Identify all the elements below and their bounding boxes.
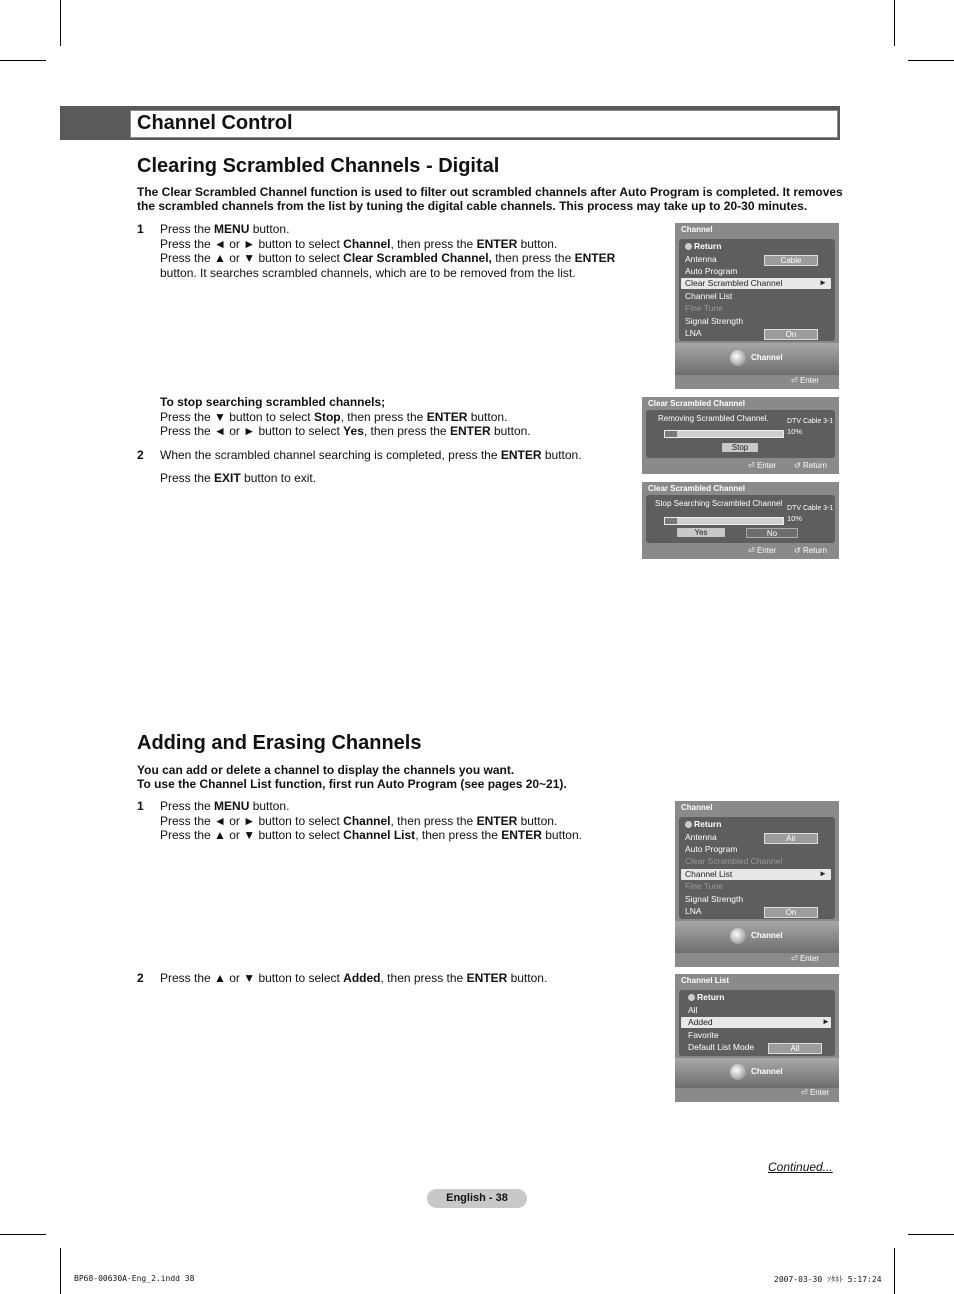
osd-title: Clear Scrambled Channel (648, 399, 745, 408)
crop-mark (60, 0, 61, 46)
lna-value: On (764, 329, 818, 340)
yes-button[interactable]: Yes (677, 528, 725, 537)
crop-mark (0, 1234, 46, 1235)
continued-note: Continued... (768, 1160, 833, 1174)
enter-hint: ⏎ Enter (801, 1088, 830, 1097)
return-icon: ↺ (794, 461, 803, 470)
osd-stop-dialog (642, 482, 839, 559)
osd-item-clear-scrambled: Clear Scrambled Channel (685, 856, 783, 866)
return-hint: ↺ Return (794, 546, 827, 555)
osd-removing-dialog (642, 397, 839, 474)
enter-icon: ⏎ (801, 1088, 810, 1097)
arrow-right-icon: ► (819, 278, 827, 287)
page-title: Channel Control (137, 112, 293, 134)
osd-title: Channel (681, 225, 713, 234)
list-mode-value: All (768, 1043, 822, 1054)
crop-mark (894, 0, 895, 46)
osd-item-lna[interactable]: LNA (685, 328, 702, 338)
enter-icon: ⏎ (791, 376, 800, 385)
osd-item-auto-program[interactable]: Auto Program (685, 266, 738, 276)
enter-hint: ⏎ Enter (748, 546, 777, 555)
osd-item-auto-program[interactable]: Auto Program (685, 844, 738, 854)
osd-return-item[interactable]: Return (685, 819, 721, 829)
satellite-icon (730, 1064, 746, 1080)
lna-value: On (764, 907, 818, 918)
osd-channel-name: DTV Cable 3-1 (787, 418, 834, 425)
osd-item-antenna[interactable]: Antenna (685, 832, 717, 842)
enter-icon: ⏎ (748, 546, 757, 555)
osd-title: Clear Scrambled Channel (648, 484, 745, 493)
osd-item-fine-tune: Fine Tune (685, 881, 723, 891)
osd-return-item[interactable]: Return (685, 241, 721, 251)
osd-title: Channel (681, 803, 713, 812)
enter-hint: ⏎ Enter (748, 461, 777, 470)
stop-button[interactable]: Stop (722, 443, 758, 452)
step-number: 2 (137, 971, 144, 985)
section-intro (137, 185, 843, 213)
osd-channel-list-menu (675, 974, 839, 1102)
osd-message: Stop Searching Scrambled Channel (655, 499, 783, 508)
osd-footer-label: Channel (751, 1067, 783, 1076)
intro-line: You can add or delete a channel to display the channels you want. (137, 763, 515, 777)
step-text: Press the MENU button. Press the ◄ or ► button to select Channel, then press the ENTER button. Press the ▲ or ▼ button to select Clear Scrambled Channel, then press the ENTER button. It searches scrambled channels, which are to be removed from the list. (160, 222, 616, 280)
osd-footer-label: Channel (751, 931, 783, 940)
osd-percent: 10% (787, 427, 803, 436)
step-number: 1 (137, 799, 144, 813)
step-text: When the scrambled channel searching is completed, press the ENTER button. Press the EXIT button to exit. (160, 448, 582, 485)
osd-percent: 10% (787, 514, 803, 523)
page-number: English - 38 (427, 1189, 527, 1208)
date-slug: 2007-03-30 ｿﾀﾈﾄ 5:17:24 (774, 1275, 882, 1284)
satellite-icon (730, 350, 746, 366)
osd-message: Removing Scrambled Channel. (658, 414, 769, 423)
step-number: 1 (137, 222, 144, 236)
file-slug: BP68-00630A-Eng_2.indd 38 (74, 1274, 195, 1283)
section-title-adding: Adding and Erasing Channels (137, 732, 422, 754)
return-icon: ↺ (794, 546, 803, 555)
step-number: 2 (137, 448, 144, 462)
return-icon (688, 994, 695, 1001)
osd-title: Channel List (681, 976, 730, 985)
progress-bar (664, 517, 784, 525)
antenna-value: Cable (764, 255, 818, 266)
antenna-value: Air (764, 833, 818, 844)
osd-item-clear-scrambled[interactable]: Clear Scrambled Channel (681, 278, 831, 289)
arrow-right-icon: ► (819, 869, 827, 878)
osd-item-signal-strength[interactable]: Signal Strength (685, 894, 744, 904)
osd-item-channel-list[interactable]: Channel List (685, 291, 733, 301)
progress-bar (664, 430, 784, 438)
enter-icon: ⏎ (748, 461, 757, 470)
osd-item-favorite[interactable]: Favorite (688, 1030, 719, 1040)
osd-footer-label: Channel (751, 353, 783, 362)
return-icon (685, 821, 692, 828)
progress-fill (665, 518, 677, 524)
arrow-right-icon: ► (822, 1017, 830, 1026)
section-title-clearing: Clearing Scrambled Channels - Digital (137, 155, 500, 177)
osd-item-added[interactable]: Added (681, 1017, 831, 1028)
section-intro (137, 763, 567, 791)
progress-fill (665, 431, 677, 437)
return-hint: ↺ Return (794, 461, 827, 470)
osd-item-fine-tune: Fine Tune (685, 303, 723, 313)
osd-item-signal-strength[interactable]: Signal Strength (685, 316, 744, 326)
crop-mark (908, 60, 954, 61)
no-button[interactable]: No (746, 528, 798, 538)
crop-mark (60, 1248, 61, 1294)
osd-item-channel-list[interactable]: Channel List (681, 869, 831, 880)
osd-item-antenna[interactable]: Antenna (685, 254, 717, 264)
osd-item-all[interactable]: All (688, 1005, 698, 1015)
osd-channel-menu (675, 223, 839, 389)
osd-item-default-list-mode[interactable]: Default List Mode (688, 1042, 755, 1052)
enter-hint: ⏎ Enter (791, 954, 820, 963)
intro-line: To use the Channel List function, first run Auto Program (see pages 20~21). (137, 777, 567, 791)
crop-mark (894, 1248, 895, 1294)
stop-instructions: To stop searching scrambled channels; Press the ▼ button to select Stop, then press the ENTER button. Press the ◄ or ► button to select Yes, then press the ENTER button. (160, 395, 531, 438)
crop-mark (0, 60, 46, 61)
osd-channel-menu (675, 801, 839, 967)
step-text: Press the MENU button. Press the ◄ or ► button to select Channel, then press the ENTER button. Press the ▲ or ▼ button to select Channel List, then press the ENTER button. (160, 799, 582, 842)
osd-channel-name: DTV Cable 3-1 (787, 505, 834, 512)
osd-item-lna[interactable]: LNA (685, 906, 702, 916)
satellite-icon (730, 928, 746, 944)
osd-return-item[interactable]: Return (688, 992, 724, 1002)
enter-icon: ⏎ (791, 954, 800, 963)
step-text: Press the ▲ or ▼ button to select Added, then press the ENTER button. (160, 971, 548, 985)
intro-line: The Clear Scrambled Channel function is used to filter out scrambled channels after Auto Program is completed. It removes (137, 185, 843, 199)
crop-mark (908, 1234, 954, 1235)
enter-hint: ⏎ Enter (791, 376, 820, 385)
intro-line: the scrambled channels from the list by tuning the digital cable channels. This process may take up to 20-30 minutes. (137, 199, 808, 213)
return-icon (685, 243, 692, 250)
